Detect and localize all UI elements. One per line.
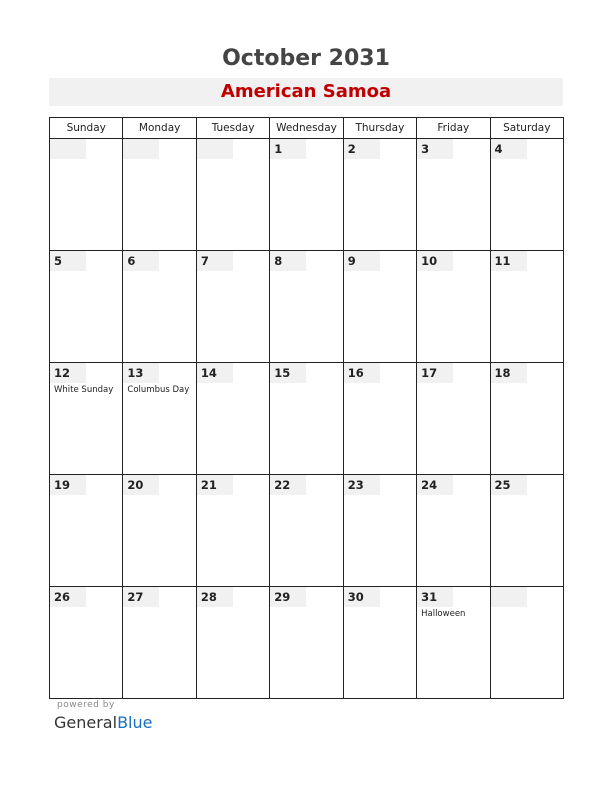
day-number: 16 bbox=[344, 363, 380, 383]
day-number: 29 bbox=[270, 587, 306, 607]
calendar-week-row bbox=[50, 251, 564, 363]
weekday-header-saturday: Saturday bbox=[490, 118, 563, 139]
calendar-day-cell bbox=[490, 475, 563, 587]
brand-general-text: General bbox=[54, 713, 118, 732]
calendar-week-row bbox=[50, 363, 564, 475]
brand-blue-text: Blue bbox=[117, 713, 153, 732]
calendar-day-cell bbox=[196, 587, 269, 699]
day-number: 10 bbox=[417, 251, 453, 271]
day-number: 7 bbox=[197, 251, 233, 271]
day-number: 22 bbox=[270, 475, 306, 495]
day-number: 24 bbox=[417, 475, 453, 495]
calendar-day-cell bbox=[490, 363, 563, 475]
calendar-day-cell bbox=[270, 475, 343, 587]
calendar-day-cell bbox=[343, 139, 416, 251]
calendar-day-cell bbox=[50, 139, 123, 251]
day-number: 23 bbox=[344, 475, 380, 495]
calendar-day-cell bbox=[343, 363, 416, 475]
day-number: 11 bbox=[491, 251, 527, 271]
region-banner bbox=[49, 78, 563, 106]
day-number: 27 bbox=[123, 587, 159, 607]
calendar-day-cell bbox=[270, 251, 343, 363]
calendar-day-cell bbox=[50, 251, 123, 363]
day-number bbox=[123, 139, 159, 159]
day-number bbox=[197, 139, 233, 159]
calendar-day-cell bbox=[123, 363, 196, 475]
calendar-day-cell bbox=[343, 251, 416, 363]
weekday-header-friday: Friday bbox=[417, 118, 490, 139]
day-number: 20 bbox=[123, 475, 159, 495]
day-number: 4 bbox=[491, 139, 527, 159]
calendar-day-cell bbox=[123, 139, 196, 251]
calendar-day-cell bbox=[490, 139, 563, 251]
calendar-day-cell bbox=[50, 363, 123, 475]
day-number: 18 bbox=[491, 363, 527, 383]
calendar-day-cell bbox=[417, 139, 490, 251]
generalblue-logo bbox=[54, 713, 152, 732]
day-number: 30 bbox=[344, 587, 380, 607]
calendar-week-row bbox=[50, 139, 564, 251]
holiday-label: White Sunday bbox=[54, 385, 114, 395]
calendar-day-cell bbox=[196, 475, 269, 587]
region-name: American Samoa bbox=[220, 81, 392, 102]
weekday-header-sunday: Sunday bbox=[50, 118, 123, 139]
calendar-day-cell bbox=[490, 587, 563, 699]
powered-by-text: powered by bbox=[57, 700, 115, 710]
weekday-header-wednesday: Wednesday bbox=[270, 118, 343, 139]
day-number: 26 bbox=[50, 587, 86, 607]
weekday-header-thursday: Thursday bbox=[343, 118, 416, 139]
calendar-day-cell bbox=[343, 475, 416, 587]
day-number: 15 bbox=[270, 363, 306, 383]
day-number: 8 bbox=[270, 251, 306, 271]
calendar-day-cell bbox=[123, 475, 196, 587]
calendar-day-cell bbox=[417, 587, 490, 699]
calendar-day-cell bbox=[196, 251, 269, 363]
day-number: 6 bbox=[123, 251, 159, 271]
day-number: 12 bbox=[50, 363, 86, 383]
calendar-day-cell bbox=[417, 475, 490, 587]
calendar-day-cell bbox=[196, 363, 269, 475]
calendar-day-cell bbox=[270, 587, 343, 699]
day-number: 2 bbox=[344, 139, 380, 159]
holiday-label: Columbus Day bbox=[127, 385, 190, 395]
calendar-week-row bbox=[50, 475, 564, 587]
weekday-header-row bbox=[50, 118, 564, 139]
day-number: 13 bbox=[123, 363, 159, 383]
calendar-week-row bbox=[50, 587, 564, 699]
calendar-day-cell bbox=[270, 363, 343, 475]
day-number: 1 bbox=[270, 139, 306, 159]
day-number: 9 bbox=[344, 251, 380, 271]
day-number: 21 bbox=[197, 475, 233, 495]
calendar-day-cell bbox=[270, 139, 343, 251]
day-number: 5 bbox=[50, 251, 86, 271]
calendar-body bbox=[50, 139, 564, 699]
day-number: 28 bbox=[197, 587, 233, 607]
calendar-day-cell bbox=[490, 251, 563, 363]
calendar-day-cell bbox=[50, 587, 123, 699]
day-number: 25 bbox=[491, 475, 527, 495]
calendar-day-cell bbox=[123, 251, 196, 363]
page-title: October 2031 bbox=[222, 46, 390, 71]
day-number: 31 bbox=[417, 587, 453, 607]
weekday-header-monday: Monday bbox=[123, 118, 196, 139]
day-number: 19 bbox=[50, 475, 86, 495]
calendar-day-cell bbox=[417, 363, 490, 475]
day-number bbox=[50, 139, 86, 159]
calendar-grid bbox=[49, 117, 564, 699]
holiday-label: Halloween bbox=[421, 609, 466, 619]
calendar-day-cell bbox=[50, 475, 123, 587]
calendar-day-cell bbox=[196, 139, 269, 251]
day-number bbox=[491, 587, 527, 607]
day-number: 14 bbox=[197, 363, 233, 383]
calendar-day-cell bbox=[123, 587, 196, 699]
calendar-day-cell bbox=[343, 587, 416, 699]
day-number: 17 bbox=[417, 363, 453, 383]
calendar-day-cell bbox=[417, 251, 490, 363]
weekday-header-tuesday: Tuesday bbox=[196, 118, 269, 139]
day-number: 3 bbox=[417, 139, 453, 159]
